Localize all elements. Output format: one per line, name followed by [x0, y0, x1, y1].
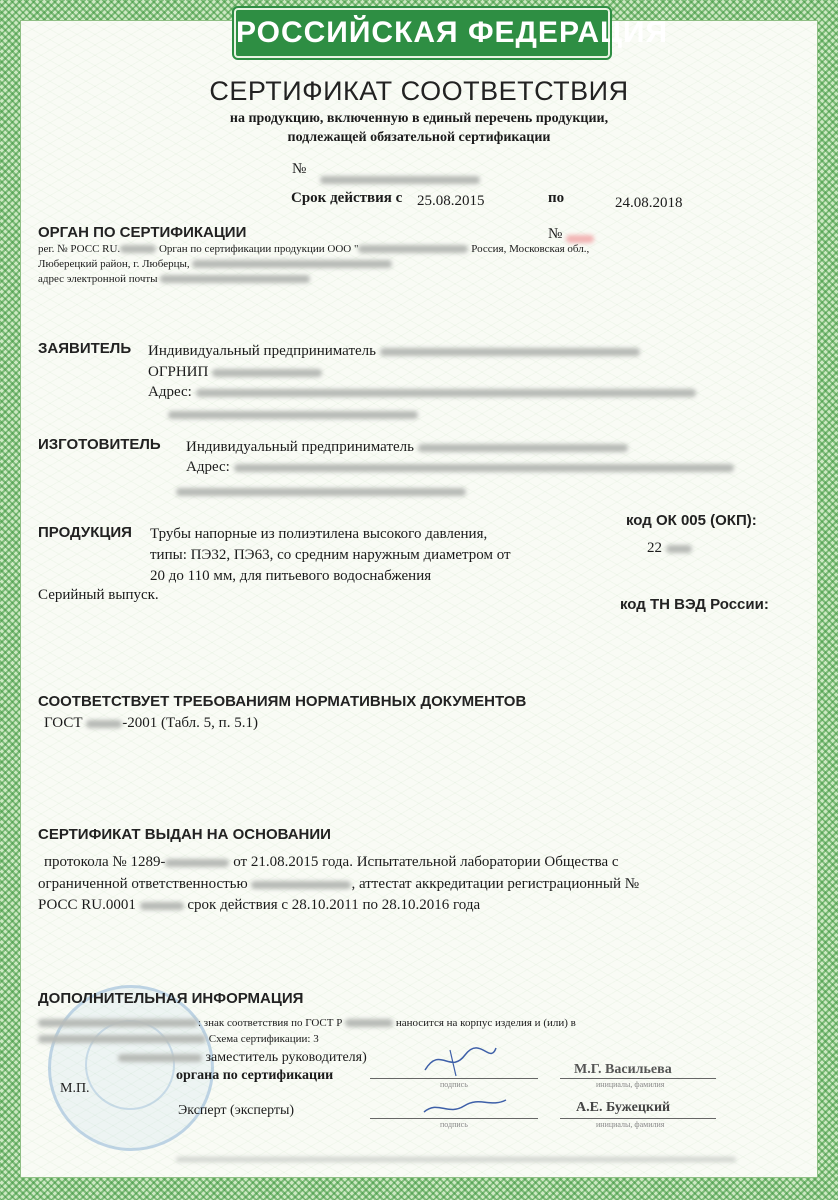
okp-label: код ОК 005 (ОКП): [626, 512, 757, 529]
body-line2: Люберецкий район, г. Люберцы, [38, 258, 392, 270]
validity-from-label: Срок действия с [291, 190, 403, 206]
validity-to-label: по [548, 190, 565, 206]
certification-body-heading: ОРГАН ПО СЕРТИФИКАЦИИ [38, 224, 247, 241]
name-line-1 [560, 1078, 716, 1079]
body-number-label: № [548, 226, 563, 242]
applicant-heading: ЗАЯВИТЕЛЬ [38, 340, 132, 357]
certificate-title: СЕРТИФИКАТ СООТВЕТСТВИЯ [209, 76, 629, 106]
tnved-label: код ТН ВЭД России: [620, 596, 769, 613]
name-caption-1: инициалы, фамилия [596, 1080, 665, 1089]
name-caption-2: инициалы, фамилия [596, 1120, 665, 1129]
signatory-role-line1: заместитель руководителя) [118, 1050, 367, 1066]
product-line3: 20 до 110 мм, для питьевого водоснабжения [150, 568, 432, 584]
signature-line-2 [370, 1118, 538, 1119]
name-line-2 [560, 1118, 716, 1119]
manufacturer-type: Индивидуальный предприниматель [186, 439, 628, 456]
additional-info-heading: ДОПОЛНИТЕЛЬНАЯ ИНФОРМАЦИЯ [38, 990, 304, 1007]
product-serial: Серийный выпуск. [38, 587, 159, 603]
product-line2: типы: ПЭ32, ПЭ63, со средним наружным диаметром от [150, 547, 511, 563]
compliance-heading: СООТВЕТСТВУЕТ ТРЕБОВАНИЯМ НОРМАТИВНЫХ ДОКУМЕНТОВ [38, 693, 527, 710]
certificate-number-redacted [320, 171, 480, 189]
body-line1: рег. № РОСС RU. Орган по сертификации продукции ООО " Россия, Московская обл., [38, 243, 590, 255]
body-line3: адрес электронной почты [38, 273, 310, 285]
manufacturer-address: Адрес: [186, 459, 734, 476]
product-heading: ПРОДУКЦИЯ [38, 524, 132, 541]
manufacturer-address-line2-redacted [176, 483, 466, 501]
additional-line2: Схема сертификации: 3 [38, 1033, 319, 1045]
additional-line1: : знак соответствия по ГОСТ Р наносится на корпус изделия и (или) в [38, 1017, 576, 1029]
validity-from-date: 25.08.2015 [417, 193, 485, 209]
basis-line2: ограниченной ответственностью , аттестат аккредитации регистрационный № [38, 876, 640, 892]
gost-reference: ГОСТ -2001 (Табл. 5, п. 5.1) [44, 715, 258, 731]
applicant-type: Индивидуальный предприниматель [148, 343, 640, 360]
validity-to-date: 24.08.2018 [615, 195, 683, 211]
signatory-name-2: А.Е. Бужецкий [576, 1100, 671, 1115]
basis-heading: СЕРТИФИКАТ ВЫДАН НА ОСНОВАНИИ [38, 826, 331, 843]
signature-caption-1: подпись [440, 1080, 468, 1089]
country-banner: РОССИЙСКАЯ ФЕДЕРАЦИЯ [234, 8, 610, 58]
signature-caption-2: подпись [440, 1120, 468, 1129]
signatory-role-line2: органа по сертификации [176, 1068, 334, 1083]
signatory-name-1: М.Г. Васильева [574, 1062, 672, 1077]
seal-place-label: М.П. [60, 1081, 90, 1096]
product-line1: Трубы напорные из полиэтилена высокого давления, [150, 526, 488, 542]
signature-line-1 [370, 1078, 538, 1079]
signature-scribble-1-icon [420, 1040, 500, 1080]
manufacturer-heading: ИЗГОТОВИТЕЛЬ [38, 436, 161, 453]
certificate-number-label: № [292, 161, 307, 177]
footer-print-redacted [176, 1150, 736, 1168]
applicant-ogrnip: ОГРНИП [148, 364, 322, 381]
expert-role-label: Эксперт (эксперты) [178, 1103, 295, 1118]
applicant-address-line2-redacted [168, 406, 418, 424]
applicant-address: Адрес: [148, 384, 696, 401]
okp-value: 22 [647, 540, 692, 557]
subtitle-line1: на продукцию, включенную в единый перечень продукции, [229, 111, 609, 126]
basis-line3: РОСС RU.0001 срок действия с 28.10.2011 по 28.10.2016 года [38, 897, 481, 913]
basis-line1: протокола № 1289- от 21.08.2015 года. Испытательной лаборатории Общества с [44, 854, 619, 870]
subtitle-line2: подлежащей обязательной сертификации [287, 130, 551, 145]
